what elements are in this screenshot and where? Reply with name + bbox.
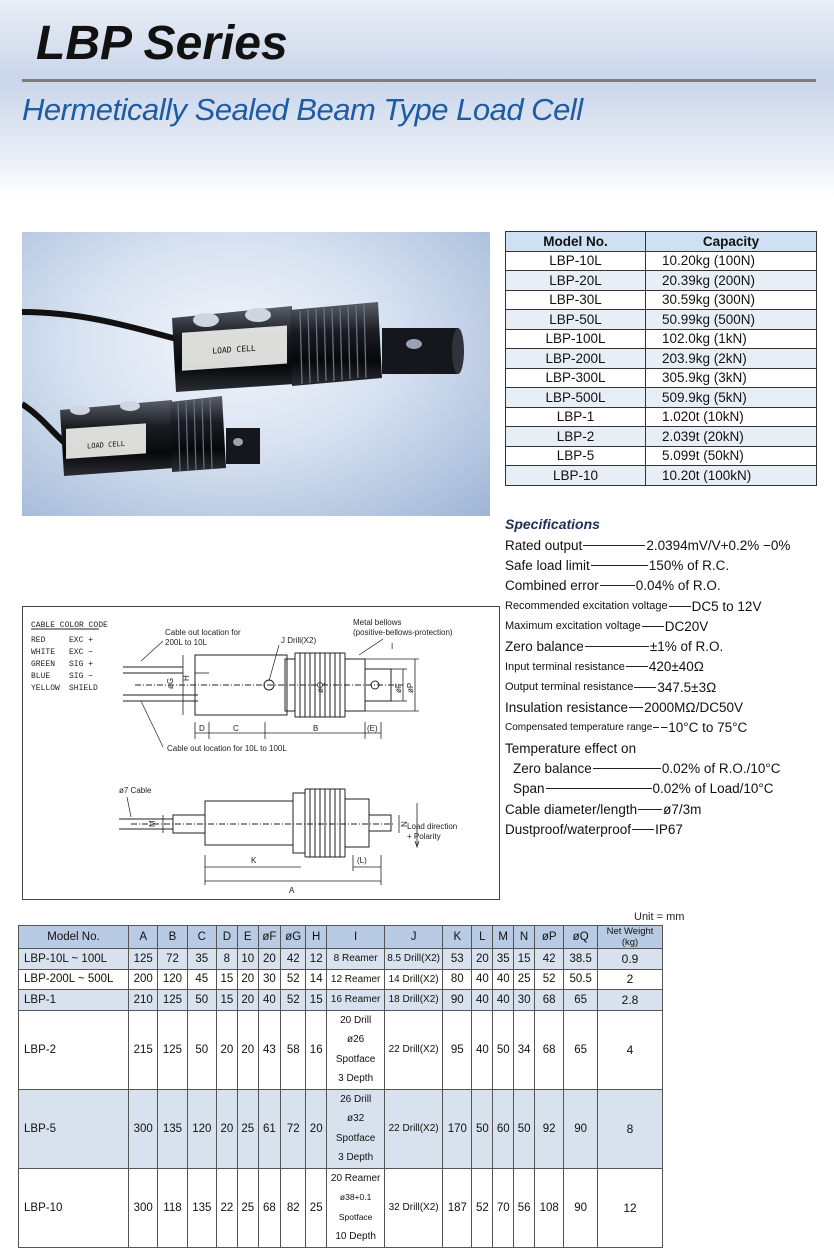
capacity-value: 20.39kg (200N) — [645, 271, 816, 291]
capacity-table — [505, 231, 817, 486]
spec-row — [505, 718, 830, 738]
cell-k: 53 — [443, 949, 472, 970]
col-header: øQ — [564, 926, 598, 949]
large-load-cell — [172, 302, 464, 392]
capacity-model: LBP-300L — [506, 368, 646, 388]
leader-line — [546, 788, 652, 789]
dim-b: B — [313, 724, 319, 733]
spec-label: Compensated temperature range — [505, 722, 653, 734]
cell-q: 90 — [564, 1168, 598, 1247]
cell-j: 18 Drill(X2) — [385, 990, 443, 1011]
col-header: D — [216, 926, 237, 949]
cell-q: 38.5 — [564, 949, 598, 970]
cable-color: GREEN — [31, 660, 56, 669]
cable-color: YELLOW — [31, 684, 60, 693]
dim-k: K — [251, 856, 257, 865]
cell-i-line: 3 Depth — [338, 1152, 374, 1163]
cell-q: 90 — [564, 1089, 598, 1168]
table-row — [19, 949, 663, 970]
cell-e: 25 — [237, 1089, 258, 1168]
capacity-value: 10.20t (100kN) — [645, 466, 816, 486]
leader-line — [669, 606, 691, 607]
cell-l: 50 — [472, 1089, 493, 1168]
capacity-model: LBP-1 — [506, 407, 646, 427]
cell-d: 20 — [216, 1010, 237, 1089]
note-metal-bellows-line2: (positive-bellows-protection) — [353, 628, 453, 637]
cell-i-line: 10 Depth — [335, 1231, 376, 1242]
cell-p: 68 — [535, 990, 564, 1011]
cell-d: 15 — [216, 969, 237, 990]
leader-line — [632, 829, 654, 830]
spec-label: Zero balance — [513, 760, 592, 776]
cell-h: 12 — [306, 949, 327, 970]
cell-m: 70 — [493, 1168, 514, 1247]
cell-m: 40 — [493, 969, 514, 990]
spec-row — [505, 758, 830, 778]
col-header-weight: Net Weight (kg) — [598, 926, 663, 949]
cell-b: 125 — [158, 1010, 187, 1089]
spec-row — [505, 657, 830, 677]
cell-f: 43 — [258, 1010, 281, 1089]
side-view — [119, 789, 395, 857]
cell-l: 40 — [472, 990, 493, 1011]
cell-i-line: 20 Drill — [340, 1014, 372, 1026]
cell-n: 50 — [514, 1089, 535, 1168]
col-header: C — [187, 926, 216, 949]
page-subtitle: Hermetically Sealed Beam Type Load Cell — [22, 92, 583, 127]
cable-code-title: CABLE COLOR CODE — [31, 621, 108, 630]
cell-i-line: 8 Reamer — [333, 953, 378, 964]
cell-q: 50.5 — [564, 969, 598, 990]
cell-e: 20 — [237, 1010, 258, 1089]
cell-d: 8 — [216, 949, 237, 970]
cell-e: 25 — [237, 1168, 258, 1247]
cell-a: 125 — [129, 949, 158, 970]
cell-j: 8.5 Drill(X2) — [385, 949, 443, 970]
capacity-row — [506, 388, 817, 408]
cell-f: 40 — [258, 990, 281, 1011]
col-header: J — [385, 926, 443, 949]
leader-line — [638, 809, 662, 810]
cell-n: 34 — [514, 1010, 535, 1089]
spec-label: Dustproof/waterproof — [505, 821, 632, 837]
cell-f: 30 — [258, 969, 281, 990]
cell-weight: 12 — [598, 1168, 663, 1247]
spec-value: 0.04% of R.O. — [635, 578, 721, 594]
spec-label: Output terminal resistance — [505, 681, 634, 694]
capacity-value: 1.020t (10kN) — [645, 407, 816, 427]
capacity-value: 2.039t (20kN) — [645, 427, 816, 447]
cell-g: 58 — [281, 1010, 306, 1089]
leader-line — [591, 565, 648, 566]
spec-value: 150% of R.C. — [648, 557, 730, 573]
spec-value: DC5 to 12V — [691, 598, 762, 614]
leader-line — [593, 768, 661, 769]
cell-e: 20 — [237, 969, 258, 990]
cell-k: 187 — [443, 1168, 472, 1247]
capacity-row — [506, 349, 817, 369]
cell-c: 135 — [187, 1168, 216, 1247]
dim-g: øG — [166, 677, 175, 689]
small-load-cell — [60, 396, 260, 476]
specifications-list — [505, 535, 830, 839]
dimension-drawing — [22, 606, 500, 900]
cable-signal: SIG − — [69, 672, 94, 681]
row-model: LBP-10L ~ 100L — [19, 949, 129, 970]
spec-label: Combined error — [505, 578, 599, 594]
capacity-value: 30.59kg (300N) — [645, 290, 816, 310]
top-view — [123, 653, 403, 717]
series-title: LBP Series — [36, 17, 288, 70]
cell-n: 25 — [514, 969, 535, 990]
cell-k: 170 — [443, 1089, 472, 1168]
cell-j: 14 Drill(X2) — [385, 969, 443, 990]
capacity-value: 10.20kg (100N) — [645, 251, 816, 271]
capacity-header-model: Model No. — [506, 232, 646, 252]
cell-weight: 8 — [598, 1089, 663, 1168]
cell-p: 92 — [535, 1089, 564, 1168]
capacity-model: LBP-500L — [506, 388, 646, 408]
cell-e: 20 — [237, 990, 258, 1011]
capacity-row — [506, 271, 817, 291]
capacity-row — [506, 251, 817, 271]
col-header: E — [237, 926, 258, 949]
cable-color: RED — [31, 636, 46, 645]
cell-q: 65 — [564, 990, 598, 1011]
spec-value: 2000MΩ/DC50V — [644, 700, 743, 716]
cell-g: 82 — [281, 1168, 306, 1247]
capacity-row — [506, 290, 817, 310]
spec-value: −10°C to 75°C — [660, 720, 748, 736]
cell-b: 72 — [158, 949, 187, 970]
cell-b: 135 — [158, 1089, 187, 1168]
dim-i: I — [391, 642, 394, 651]
dimension-header-row — [19, 926, 663, 949]
cell-n: 56 — [514, 1168, 535, 1247]
cell-e: 10 — [237, 949, 258, 970]
capacity-header-capacity: Capacity — [645, 232, 816, 252]
cell-g: 72 — [281, 1089, 306, 1168]
col-header: øF — [258, 926, 281, 949]
spec-row — [505, 576, 830, 596]
cell-c: 35 — [187, 949, 216, 970]
cell-g: 52 — [281, 969, 306, 990]
cell-weight: 0.9 — [598, 949, 663, 970]
row-model: LBP-10 — [19, 1168, 129, 1247]
cell-i-line: 20 Reamer — [330, 1172, 381, 1184]
cell-k: 80 — [443, 969, 472, 990]
cell-a: 300 — [129, 1168, 158, 1247]
dim-h: H — [182, 675, 191, 681]
cell-a: 215 — [129, 1010, 158, 1089]
dim-d: D — [199, 724, 205, 733]
cell-c: 45 — [187, 969, 216, 990]
dim-q: øQ — [316, 681, 325, 693]
row-model: LBP-5 — [19, 1089, 129, 1168]
note-load-direction-line1: Load direction — [407, 822, 458, 831]
note-cable-diameter: ø7 Cable — [119, 786, 152, 795]
capacity-model: LBP-50L — [506, 310, 646, 330]
cable-signal: SHIELD — [69, 684, 98, 693]
col-header: N — [514, 926, 535, 949]
leader-line — [583, 545, 645, 546]
cell-h: 15 — [306, 990, 327, 1011]
dim-m: M — [148, 820, 157, 827]
cell-a: 210 — [129, 990, 158, 1011]
cell-f: 68 — [258, 1168, 281, 1247]
cable-signal: EXC − — [69, 648, 94, 657]
dim-f: øF — [394, 683, 403, 693]
spec-value: 2.0394mV/V+0.2% −0% — [646, 537, 791, 553]
capacity-value: 50.99kg (500N) — [645, 310, 816, 330]
dim-c: C — [233, 724, 239, 733]
cell-b: 125 — [158, 990, 187, 1011]
spec-row — [505, 616, 830, 636]
capacity-model: LBP-30L — [506, 290, 646, 310]
spec-value: ø7/3m — [663, 801, 702, 817]
capacity-model: LBP-20L — [506, 271, 646, 291]
cell-h: 16 — [306, 1010, 327, 1089]
cell-h: 20 — [306, 1089, 327, 1168]
note-cable-10l: Cable out location for 10L to 100L — [167, 744, 287, 753]
cable-color: WHITE — [31, 648, 56, 657]
leader-line — [600, 585, 635, 586]
spec-label: Rated output — [505, 537, 583, 553]
row-model: LBP-200L ~ 500L — [19, 969, 129, 990]
spec-value: 347.5±3Ω — [657, 679, 717, 695]
dim-e: (E) — [367, 724, 378, 733]
spec-row — [505, 636, 830, 656]
capacity-value: 509.9kg (5kN) — [645, 388, 816, 408]
capacity-model: LBP-10L — [506, 251, 646, 271]
capacity-row — [506, 368, 817, 388]
cell-i-line: ø38+0.1 Spotface — [338, 1192, 373, 1222]
spec-value: 420±40Ω — [648, 659, 705, 675]
cell-i — [327, 949, 385, 970]
cell-h: 14 — [306, 969, 327, 990]
capacity-row — [506, 310, 817, 330]
cell-weight: 2.8 — [598, 990, 663, 1011]
capacity-row — [506, 427, 817, 447]
col-header: L — [472, 926, 493, 949]
capacity-model: LBP-5 — [506, 446, 646, 466]
cell-j: 32 Drill(X2) — [385, 1168, 443, 1247]
capacity-model: LBP-2 — [506, 427, 646, 447]
label-small: LOAD CELL — [87, 439, 125, 451]
cable-signal: SIG + — [69, 660, 94, 669]
cell-i-line: ø26 Spotface — [335, 1034, 376, 1065]
col-header: M — [493, 926, 514, 949]
row-model: LBP-2 — [19, 1010, 129, 1089]
col-header: K — [443, 926, 472, 949]
capacity-value: 102.0kg (1kN) — [645, 329, 816, 349]
spec-label: Zero balance — [505, 639, 584, 655]
cell-i — [327, 1168, 385, 1247]
spec-row — [505, 555, 830, 575]
note-load-direction-line2: + Polarity — [407, 832, 441, 841]
cell-j: 22 Drill(X2) — [385, 1010, 443, 1089]
note-cable-200l-line1: Cable out location for — [165, 628, 241, 637]
table-row — [19, 1168, 663, 1247]
capacity-model: LBP-100L — [506, 329, 646, 349]
spec-row — [505, 819, 830, 839]
cell-i-line: ø32 Spotface — [335, 1113, 376, 1144]
cell-f: 61 — [258, 1089, 281, 1168]
note-metal-bellows-line1: Metal bellows — [353, 618, 402, 627]
cell-j: 22 Drill(X2) — [385, 1089, 443, 1168]
cable-signal: EXC + — [69, 636, 94, 645]
spec-row — [505, 779, 830, 799]
cell-m: 35 — [493, 949, 514, 970]
col-header: øP — [535, 926, 564, 949]
cell-p: 68 — [535, 1010, 564, 1089]
spec-label: Input terminal resistance — [505, 660, 625, 673]
capacity-value: 203.9kg (2kN) — [645, 349, 816, 369]
leader-line — [626, 666, 648, 667]
cell-d: 15 — [216, 990, 237, 1011]
spec-label: Safe load limit — [505, 557, 590, 573]
cell-l: 52 — [472, 1168, 493, 1247]
note-j-drill: J Drill(X2) — [281, 636, 317, 645]
cell-weight: 4 — [598, 1010, 663, 1089]
cell-p: 52 — [535, 969, 564, 990]
cell-p: 108 — [535, 1168, 564, 1247]
spec-label: Span — [513, 781, 545, 797]
cell-n: 30 — [514, 990, 535, 1011]
cell-b: 120 — [158, 969, 187, 990]
cell-d: 20 — [216, 1089, 237, 1168]
capacity-value: 305.9kg (3kN) — [645, 368, 816, 388]
table-row — [19, 1010, 663, 1089]
spec-row — [505, 535, 830, 555]
cell-i-line: 3 Depth — [338, 1073, 374, 1084]
dimension-table — [18, 925, 663, 1248]
cell-q: 65 — [564, 1010, 598, 1089]
spec-value: 0.02% of Load/10°C — [652, 781, 774, 797]
spec-row — [505, 738, 830, 758]
dim-n: N — [400, 821, 409, 827]
dim-a: A — [289, 886, 295, 895]
dim-l: (L) — [357, 856, 367, 865]
cell-i — [327, 990, 385, 1011]
cell-h: 25 — [306, 1168, 327, 1247]
spec-label: Temperature effect on — [505, 740, 637, 756]
col-header: H — [306, 926, 327, 949]
dim-p: øP — [406, 682, 415, 693]
capacity-row — [506, 407, 817, 427]
spec-value: 0.02% of R.O./10°C — [661, 760, 781, 776]
spec-value: ±1% of R.O. — [649, 639, 724, 655]
cell-l: 20 — [472, 949, 493, 970]
col-header: A — [129, 926, 158, 949]
capacity-row — [506, 466, 817, 486]
note-cable-200l-line2: 200L to 10L — [165, 638, 207, 647]
cell-i — [327, 969, 385, 990]
table-row — [19, 990, 663, 1011]
cell-d: 22 — [216, 1168, 237, 1247]
cell-l: 40 — [472, 969, 493, 990]
leader-line — [629, 707, 643, 708]
spec-label: Cable diameter/length — [505, 801, 638, 817]
capacity-model: LBP-10 — [506, 466, 646, 486]
spec-row — [505, 697, 830, 717]
cell-c: 50 — [187, 990, 216, 1011]
capacity-row — [506, 329, 817, 349]
cell-p: 42 — [535, 949, 564, 970]
spec-row — [505, 799, 830, 819]
col-header: B — [158, 926, 187, 949]
cell-m: 50 — [493, 1010, 514, 1089]
cell-a: 200 — [129, 969, 158, 990]
product-photo — [22, 232, 490, 516]
cell-m: 60 — [493, 1089, 514, 1168]
spec-label: Insulation resistance — [505, 700, 629, 716]
cell-weight: 2 — [598, 969, 663, 990]
capacity-model: LBP-200L — [506, 349, 646, 369]
table-row — [19, 1089, 663, 1168]
spec-label: Maximum excitation voltage — [505, 620, 641, 633]
capacity-row — [506, 446, 817, 466]
cell-c: 50 — [187, 1010, 216, 1089]
leader-line — [634, 687, 656, 688]
cell-i-line: 26 Drill — [340, 1093, 372, 1105]
cell-i — [327, 1010, 385, 1089]
cell-i-line: 12 Reamer — [330, 973, 381, 985]
cell-g: 52 — [281, 990, 306, 1011]
cell-b: 118 — [158, 1168, 187, 1247]
cell-a: 300 — [129, 1089, 158, 1168]
spec-value: IP67 — [655, 821, 683, 837]
col-header: I — [327, 926, 385, 949]
cable-color: BLUE — [31, 672, 51, 681]
cell-g: 42 — [281, 949, 306, 970]
capacity-value: 5.099t (50kN) — [645, 446, 816, 466]
leader-line — [653, 727, 659, 728]
cell-c: 120 — [187, 1089, 216, 1168]
leader-line — [585, 646, 649, 647]
leader-line — [642, 626, 664, 627]
spec-row — [505, 677, 830, 697]
cell-f: 20 — [258, 949, 281, 970]
cell-k: 95 — [443, 1010, 472, 1089]
spec-label: Recommended excitation voltage — [505, 600, 668, 613]
title-divider — [22, 79, 816, 82]
table-row — [19, 969, 663, 990]
col-header: øG — [281, 926, 306, 949]
col-header-model: Model No. — [19, 926, 129, 949]
label-large: LOAD CELL — [212, 343, 256, 356]
cell-i-line: 16 Reamer — [330, 994, 381, 1005]
specifications-heading: Specifications — [505, 516, 600, 532]
spec-row — [505, 596, 830, 616]
cell-m: 40 — [493, 990, 514, 1011]
cell-n: 15 — [514, 949, 535, 970]
cell-l: 40 — [472, 1010, 493, 1089]
cell-k: 90 — [443, 990, 472, 1011]
unit-note: Unit = mm — [634, 911, 685, 923]
cell-i — [327, 1089, 385, 1168]
row-model: LBP-1 — [19, 990, 129, 1011]
spec-value: DC20V — [664, 618, 709, 634]
